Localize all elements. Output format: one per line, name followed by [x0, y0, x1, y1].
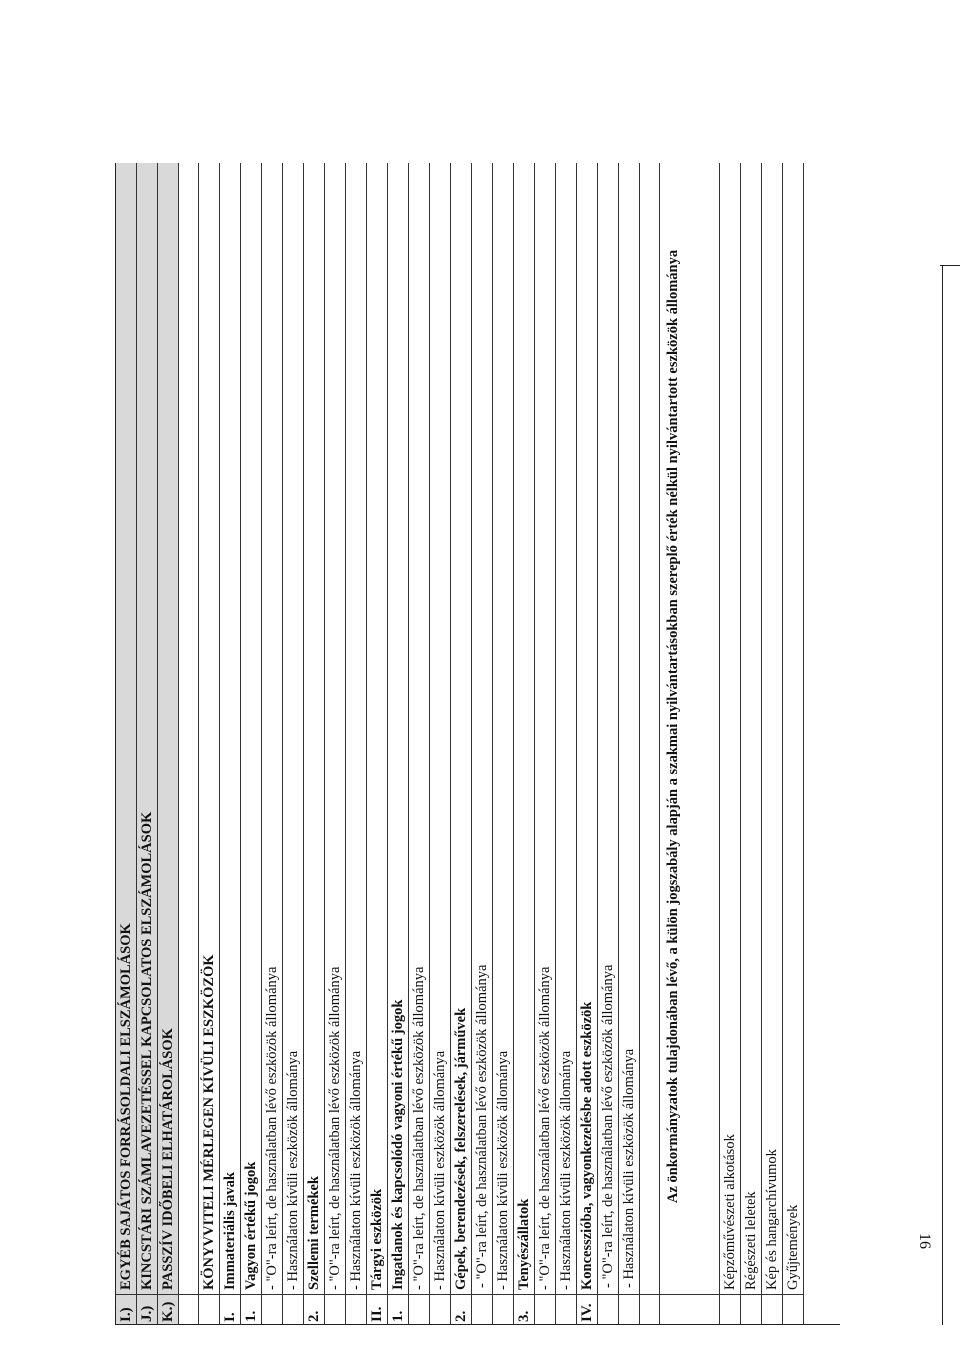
row-label: Régészeti leletek	[743, 1191, 759, 1290]
table-row	[430, 163, 451, 1324]
row-label	[179, 163, 198, 1294]
row-label: EGYÉB SAJÁTOS FORRÁSOLDALI ELSZÁMOLÁSOK	[118, 923, 134, 1290]
table-row	[741, 163, 762, 1324]
row-number	[660, 1294, 719, 1324]
table-row	[158, 163, 179, 1324]
row-number: 3.	[514, 1294, 534, 1324]
row-label: Kép és hangarchívumok	[764, 1149, 780, 1290]
margin-rule	[942, 265, 943, 1325]
row-number	[262, 1294, 282, 1324]
row-label: Vagyon értékű jogok	[243, 1161, 259, 1290]
table-row	[493, 163, 514, 1324]
table-row	[116, 163, 137, 1324]
table-row	[783, 163, 804, 1324]
row-label: Képzőművészeti alkotások	[722, 1134, 738, 1290]
row-number	[556, 1294, 576, 1324]
table-row	[514, 163, 535, 1324]
row-label: Koncesszióba, vagyonkezelésbe adott eszközök	[579, 1001, 595, 1290]
row-label: - "O"-ra leírt, de használatban lévő eszközök állománya	[411, 966, 427, 1290]
row-number: 1.	[241, 1294, 261, 1324]
top-rule	[940, 265, 960, 266]
row-number: IV.	[577, 1294, 597, 1324]
row-number	[472, 1294, 492, 1324]
row-number	[598, 1294, 618, 1324]
row-label: - Használaton kívüli eszközök állománya	[432, 1050, 448, 1290]
row-label: - "O"-ra leírt, de használatban lévő eszközök állománya	[474, 964, 490, 1288]
row-number	[409, 1294, 429, 1324]
table-row	[388, 163, 409, 1324]
table-row	[346, 163, 367, 1324]
row-label: - "O"-ra leírt, de használatban lévő eszközök állománya	[600, 964, 616, 1288]
row-number	[762, 1294, 782, 1324]
row-label: Az önkormányzatok tulajdonában lévő, a külön jogszabály alapján a szakmai nyilvántartásokban szereplő érték nélkül nyilvántartott eszközök állománya	[665, 249, 681, 1204]
table-row	[325, 163, 346, 1324]
table-row	[241, 163, 262, 1324]
row-label: - Használaton kívüli eszközök állománya	[348, 1050, 364, 1290]
table-row	[137, 163, 158, 1324]
row-number	[640, 1294, 659, 1324]
row-label: - Használaton kívüli eszközök állománya	[558, 1050, 574, 1290]
table-row	[640, 163, 660, 1324]
row-number: 2.	[304, 1294, 324, 1324]
row-label: - "O"-ra leírt, de használatban lévő eszközök állománya	[327, 966, 343, 1290]
row-number	[493, 1294, 513, 1324]
row-label: PASSZÍV IDŐBELI ELHATÁROLÁSOK	[160, 1028, 176, 1290]
row-number	[535, 1294, 555, 1324]
row-number: II.	[367, 1294, 387, 1324]
row-label: Gépek, berendezések, felszerelések, járművek	[453, 1007, 469, 1290]
row-label: - Használaton kívüli eszközök állománya	[285, 1050, 301, 1290]
row-number	[720, 1294, 740, 1324]
table-row	[199, 163, 220, 1324]
table-row	[367, 163, 388, 1324]
off-balance-assets-table	[115, 163, 840, 1325]
row-number	[619, 1294, 639, 1324]
row-number: J.)	[137, 1294, 157, 1324]
page-number: 16	[916, 1233, 933, 1249]
row-number: K.)	[158, 1294, 178, 1324]
table-row	[660, 163, 720, 1324]
table-row	[556, 163, 577, 1324]
row-label: KINCSTÁRI SZÁMLAVEZETÉSSEL KAPCSOLATOS ELSZÁMOLÁSOK	[139, 811, 155, 1290]
table-row	[619, 163, 640, 1324]
row-number	[283, 1294, 303, 1324]
row-number	[325, 1294, 345, 1324]
table-row	[535, 163, 556, 1324]
row-label: Gyűjtemények	[785, 1204, 801, 1290]
table-row	[179, 163, 199, 1324]
table-row	[577, 163, 598, 1324]
table-row	[262, 163, 283, 1324]
table-row	[472, 163, 493, 1324]
row-number: I.	[220, 1294, 240, 1324]
row-number	[741, 1294, 761, 1324]
table-row	[598, 163, 619, 1324]
row-label	[640, 163, 659, 1294]
table-row	[283, 163, 304, 1324]
row-number: I.)	[116, 1294, 136, 1324]
table-row	[409, 163, 430, 1324]
table-row	[451, 163, 472, 1324]
row-label: Tenyészállatok	[516, 1198, 532, 1290]
row-number	[430, 1294, 450, 1324]
row-label: - Használaton kívüli eszközök állománya	[621, 1048, 637, 1288]
row-number	[783, 1294, 803, 1324]
row-label: - "O"-ra leírt, de használatban lévő eszközök állománya	[264, 966, 280, 1290]
row-label: Ingatlanok és kapcsolódó vagyoni értékű jogok	[390, 999, 406, 1290]
table-row	[220, 163, 241, 1324]
row-label: Tárgyi eszközök	[369, 1188, 385, 1290]
row-number	[199, 1294, 219, 1324]
row-label: KÖNYVVITELI MÉRLEGEN KÍVÜLI ESZKÖZÖK	[201, 954, 217, 1290]
table-row	[304, 163, 325, 1324]
row-label: - Használaton kívüli eszközök állománya	[495, 1050, 511, 1290]
row-number	[346, 1294, 366, 1324]
row-number	[179, 1294, 198, 1324]
row-number: 2.	[451, 1294, 471, 1324]
row-label: Szellemi termékek	[306, 1176, 322, 1290]
table-row	[762, 163, 783, 1324]
table-row	[720, 163, 741, 1324]
row-label: - "O"-ra leírt, de használatban lévő eszközök állománya	[537, 966, 553, 1290]
row-number: 1.	[388, 1294, 408, 1324]
row-label: Immateriális javak	[222, 1172, 238, 1290]
